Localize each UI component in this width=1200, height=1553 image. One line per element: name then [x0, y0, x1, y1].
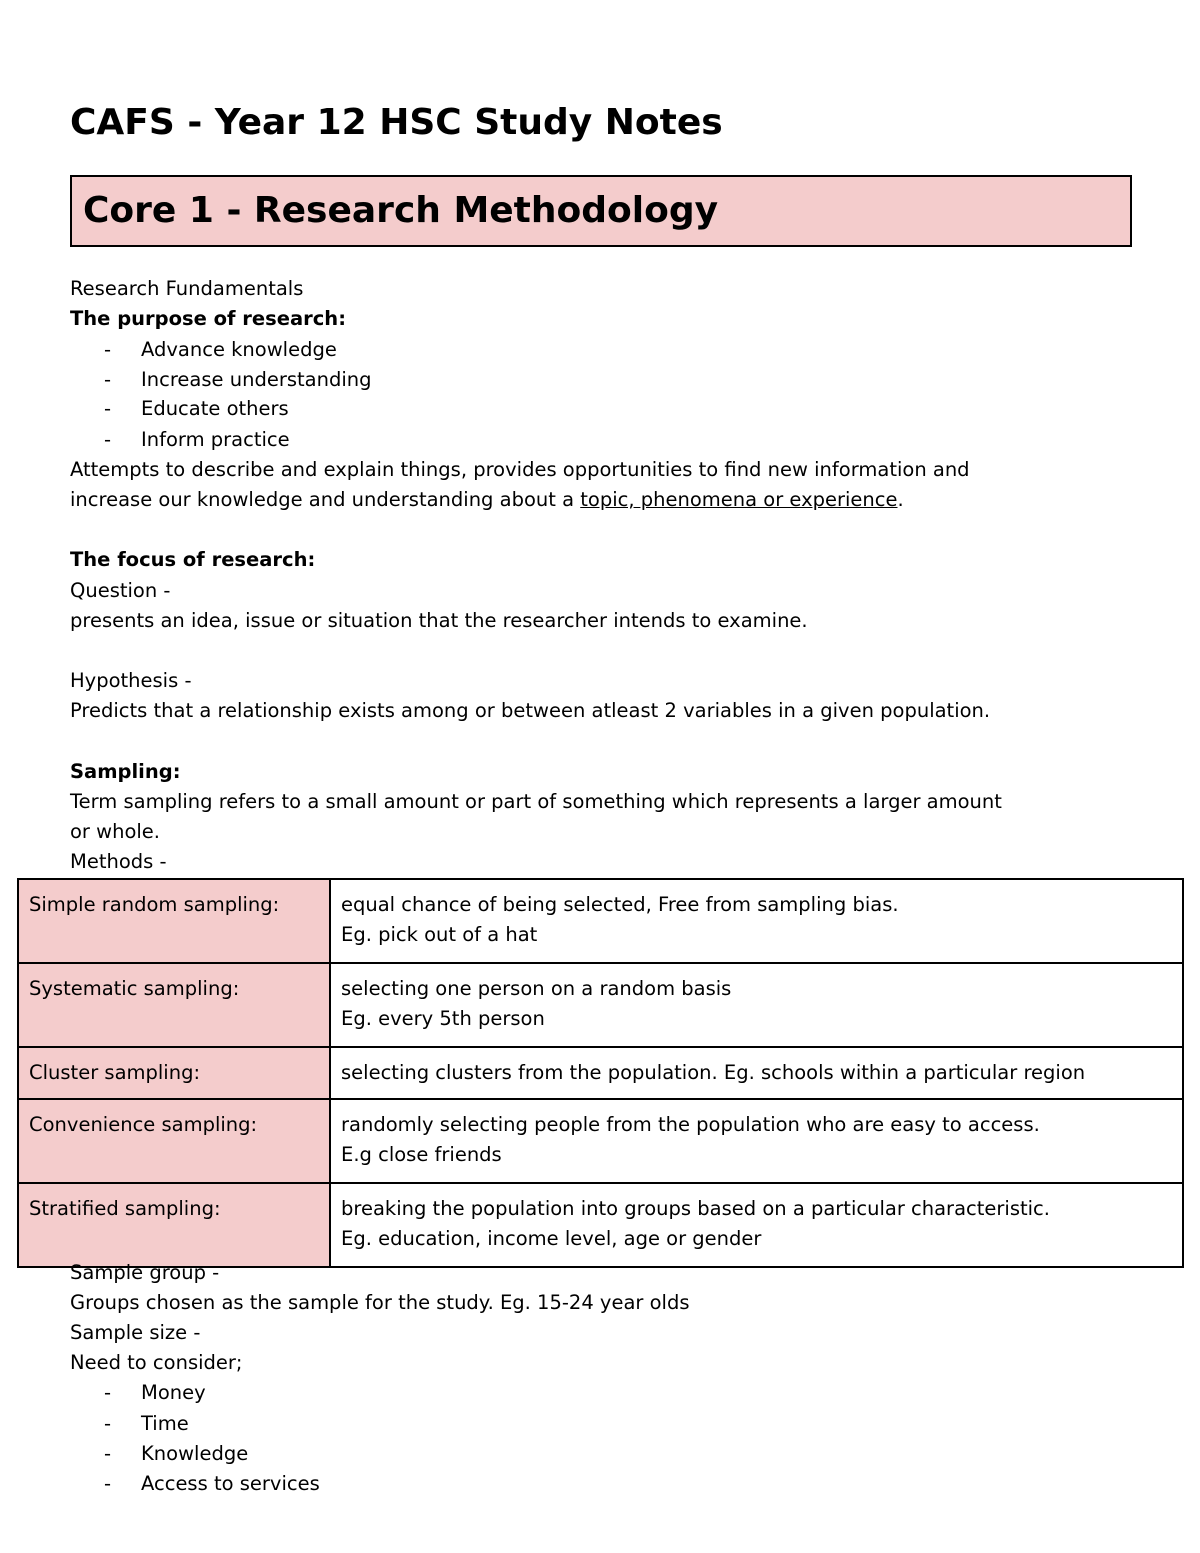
- sample-group-text: Groups chosen as the sample for the study. Eg. 15-24 year olds: [70, 1291, 690, 1314]
- bullet-dash: -: [104, 428, 112, 451]
- description-line: Eg. pick out of a hat: [341, 923, 538, 946]
- section-heading-box: [70, 175, 1132, 247]
- bullet-dash: -: [104, 1472, 112, 1495]
- bullet-dash: -: [104, 1442, 112, 1465]
- table-row: [18, 1183, 1183, 1267]
- method-description: [330, 1183, 1183, 1267]
- description-line: selecting one person on a random basis: [341, 977, 732, 1000]
- description-line: breaking the population into groups based on a particular characteristic.: [341, 1197, 1050, 1220]
- description-line: selecting clusters from the population. Eg. schools within a particular region: [341, 1061, 1086, 1084]
- hypothesis-text: Predicts that a relationship exists among or between atleast 2 variables in a given population.: [70, 699, 991, 722]
- table-row: [18, 963, 1183, 1047]
- bullet-dash: -: [104, 397, 112, 420]
- question-text: presents an idea, issue or situation that the researcher intends to examine.: [70, 609, 808, 632]
- paragraph-text: .: [897, 488, 904, 511]
- purpose-item: Increase understanding: [141, 368, 372, 391]
- bullet-dash: -: [104, 1381, 112, 1404]
- heading-focus-of-research: The focus of research:: [70, 548, 316, 571]
- bullet-dash: -: [104, 368, 112, 391]
- size-consideration-item: Money: [141, 1381, 206, 1404]
- paragraph-line: [70, 485, 904, 515]
- method-description: [330, 1047, 1183, 1099]
- heading-sampling: Sampling:: [70, 760, 181, 783]
- method-name: Simple random sampling:: [18, 879, 330, 963]
- purpose-item: Inform practice: [141, 428, 290, 451]
- sample-size-intro: Need to consider;: [70, 1351, 243, 1374]
- description-line: E.g close friends: [341, 1143, 502, 1166]
- description-line: Eg. education, income level, age or gender: [341, 1227, 762, 1250]
- table-row: [18, 879, 1183, 963]
- method-description: [330, 1099, 1183, 1183]
- method-name: Stratified sampling:: [18, 1183, 330, 1267]
- method-description: [330, 963, 1183, 1047]
- size-consideration-item: Time: [141, 1412, 189, 1435]
- sampling-intro: Term sampling refers to a small amount or part of something which represents a larger amount: [70, 790, 1002, 813]
- size-consideration-item: Access to services: [141, 1472, 320, 1495]
- table-row: [18, 1099, 1183, 1183]
- method-name: Convenience sampling:: [18, 1099, 330, 1183]
- method-name: Cluster sampling:: [18, 1047, 330, 1099]
- sample-group-label: Sample group -: [70, 1261, 220, 1284]
- sampling-intro: or whole.: [70, 820, 160, 843]
- question-label: Question -: [70, 579, 171, 602]
- purpose-item: Advance knowledge: [141, 338, 337, 361]
- heading-purpose-of-research: The purpose of research:: [70, 307, 346, 330]
- description-line: Eg. every 5th person: [341, 1007, 545, 1030]
- table-row: [18, 1047, 1183, 1099]
- underlined-phrase: topic, phenomena or experience: [580, 488, 898, 511]
- sample-size-label: Sample size -: [70, 1321, 201, 1344]
- subheading-research-fundamentals: Research Fundamentals: [70, 277, 304, 300]
- methods-label: Methods -: [70, 850, 167, 873]
- bullet-dash: -: [104, 338, 112, 361]
- paragraph-line: Attempts to describe and explain things, provides opportunities to find new information and: [70, 458, 970, 481]
- purpose-item: Educate others: [141, 397, 289, 420]
- method-name: Systematic sampling:: [18, 963, 330, 1047]
- description-line: randomly selecting people from the population who are easy to access.: [341, 1113, 1040, 1136]
- method-description: [330, 879, 1183, 963]
- bullet-dash: -: [104, 1412, 112, 1435]
- paragraph-text: increase our knowledge and understanding about a: [70, 488, 581, 511]
- description-line: equal chance of being selected, Free from sampling bias.: [341, 893, 899, 916]
- page-title: CAFS - Year 12 HSC Study Notes: [70, 102, 723, 143]
- size-consideration-item: Knowledge: [141, 1442, 249, 1465]
- hypothesis-label: Hypothesis -: [70, 669, 192, 692]
- sampling-methods-table: [17, 878, 1184, 1268]
- section-heading: Core 1 - Research Methodology: [83, 190, 719, 231]
